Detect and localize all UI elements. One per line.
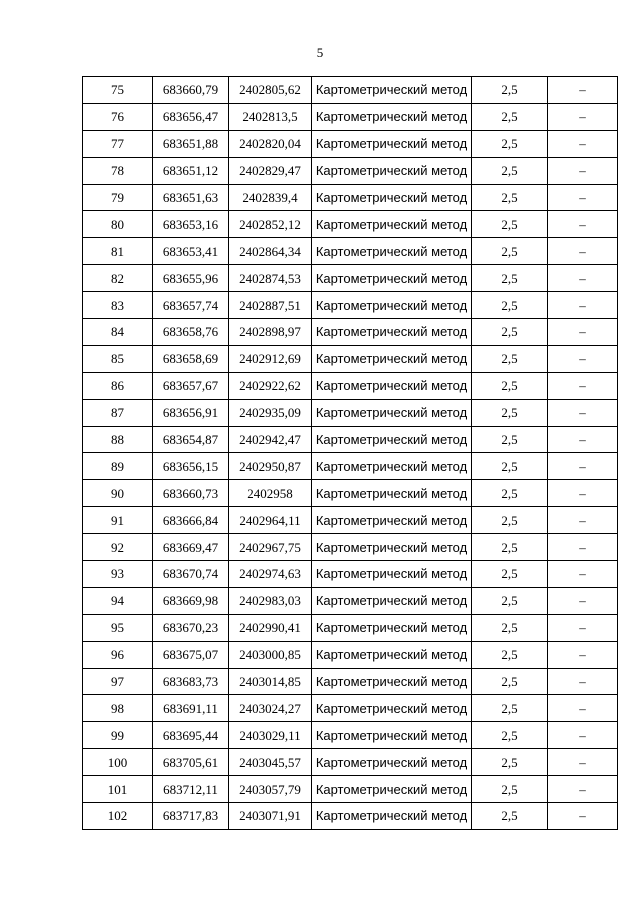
note-cell: – (548, 184, 618, 211)
method-cell: Картометрический метод (312, 292, 472, 319)
point-number-cell: 97 (83, 668, 153, 695)
point-number-cell: 77 (83, 130, 153, 157)
point-number-cell: 75 (83, 77, 153, 104)
method-cell: Картометрический метод (312, 614, 472, 641)
method-cell: Картометрический метод (312, 372, 472, 399)
method-cell: Картометрический метод (312, 426, 472, 453)
method-cell: Картометрический метод (312, 668, 472, 695)
accuracy-cell: 2,5 (472, 587, 548, 614)
y-coordinate-cell: 2402874,53 (229, 265, 312, 292)
table-row (83, 722, 618, 749)
y-coordinate-cell: 2402829,47 (229, 157, 312, 184)
x-coordinate-cell: 683666,84 (153, 507, 229, 534)
point-number-cell: 83 (83, 292, 153, 319)
method-cell: Картометрический метод (312, 749, 472, 776)
note-cell: – (548, 534, 618, 561)
accuracy-cell: 2,5 (472, 399, 548, 426)
method-cell: Картометрический метод (312, 211, 472, 238)
x-coordinate-cell: 683705,61 (153, 749, 229, 776)
table-row (83, 507, 618, 534)
table-row (83, 614, 618, 641)
note-cell: – (548, 238, 618, 265)
point-number-cell: 87 (83, 399, 153, 426)
table-row (83, 587, 618, 614)
x-coordinate-cell: 683669,98 (153, 587, 229, 614)
table-row (83, 776, 618, 803)
table-row (83, 426, 618, 453)
y-coordinate-cell: 2403024,27 (229, 695, 312, 722)
accuracy-cell: 2,5 (472, 614, 548, 641)
accuracy-cell: 2,5 (472, 211, 548, 238)
x-coordinate-cell: 683657,74 (153, 292, 229, 319)
x-coordinate-cell: 683654,87 (153, 426, 229, 453)
x-coordinate-cell: 683653,16 (153, 211, 229, 238)
table-row (83, 803, 618, 830)
x-coordinate-cell: 683656,91 (153, 399, 229, 426)
method-cell: Картометрический метод (312, 103, 472, 130)
table-row (83, 668, 618, 695)
method-cell: Картометрический метод (312, 130, 472, 157)
y-coordinate-cell: 2402864,34 (229, 238, 312, 265)
table-row (83, 292, 618, 319)
y-coordinate-cell: 2402912,69 (229, 345, 312, 372)
table-row (83, 319, 618, 346)
method-cell: Картометрический метод (312, 641, 472, 668)
method-cell: Картометрический метод (312, 238, 472, 265)
y-coordinate-cell: 2402935,09 (229, 399, 312, 426)
x-coordinate-cell: 683683,73 (153, 668, 229, 695)
x-coordinate-cell: 683653,41 (153, 238, 229, 265)
y-coordinate-cell: 2403045,57 (229, 749, 312, 776)
accuracy-cell: 2,5 (472, 319, 548, 346)
note-cell: – (548, 77, 618, 104)
note-cell: – (548, 614, 618, 641)
method-cell: Картометрический метод (312, 345, 472, 372)
method-cell: Картометрический метод (312, 803, 472, 830)
accuracy-cell: 2,5 (472, 292, 548, 319)
x-coordinate-cell: 683658,69 (153, 345, 229, 372)
point-number-cell: 96 (83, 641, 153, 668)
x-coordinate-cell: 683691,11 (153, 695, 229, 722)
accuracy-cell: 2,5 (472, 776, 548, 803)
note-cell: – (548, 345, 618, 372)
accuracy-cell: 2,5 (472, 668, 548, 695)
y-coordinate-cell: 2402820,04 (229, 130, 312, 157)
point-number-cell: 76 (83, 103, 153, 130)
method-cell: Картометрический метод (312, 399, 472, 426)
note-cell: – (548, 587, 618, 614)
point-number-cell: 102 (83, 803, 153, 830)
table-row (83, 238, 618, 265)
y-coordinate-cell: 2402974,63 (229, 561, 312, 588)
accuracy-cell: 2,5 (472, 426, 548, 453)
table-row (83, 749, 618, 776)
x-coordinate-cell: 683655,96 (153, 265, 229, 292)
y-coordinate-cell: 2402964,11 (229, 507, 312, 534)
table-row (83, 399, 618, 426)
method-cell: Картометрический метод (312, 695, 472, 722)
x-coordinate-cell: 683717,83 (153, 803, 229, 830)
accuracy-cell: 2,5 (472, 345, 548, 372)
point-number-cell: 94 (83, 587, 153, 614)
y-coordinate-cell: 2402839,4 (229, 184, 312, 211)
note-cell: – (548, 641, 618, 668)
note-cell: – (548, 668, 618, 695)
method-cell: Картометрический метод (312, 184, 472, 211)
note-cell: – (548, 561, 618, 588)
point-number-cell: 92 (83, 534, 153, 561)
method-cell: Картометрический метод (312, 157, 472, 184)
point-number-cell: 101 (83, 776, 153, 803)
point-number-cell: 86 (83, 372, 153, 399)
point-number-cell: 89 (83, 453, 153, 480)
accuracy-cell: 2,5 (472, 238, 548, 265)
table-row (83, 641, 618, 668)
method-cell: Картометрический метод (312, 77, 472, 104)
method-cell: Картометрический метод (312, 453, 472, 480)
accuracy-cell: 2,5 (472, 77, 548, 104)
y-coordinate-cell: 2402983,03 (229, 587, 312, 614)
table-row (83, 184, 618, 211)
table-row (83, 103, 618, 130)
note-cell: – (548, 103, 618, 130)
note-cell: – (548, 695, 618, 722)
accuracy-cell: 2,5 (472, 453, 548, 480)
table-row (83, 345, 618, 372)
table-row (83, 130, 618, 157)
table-row (83, 534, 618, 561)
accuracy-cell: 2,5 (472, 157, 548, 184)
method-cell: Картометрический метод (312, 534, 472, 561)
point-number-cell: 95 (83, 614, 153, 641)
accuracy-cell: 2,5 (472, 695, 548, 722)
table-row (83, 453, 618, 480)
note-cell: – (548, 776, 618, 803)
method-cell: Картометрический метод (312, 722, 472, 749)
coordinates-table (82, 76, 618, 830)
accuracy-cell: 2,5 (472, 561, 548, 588)
y-coordinate-cell: 2402942,47 (229, 426, 312, 453)
y-coordinate-cell: 2402922,62 (229, 372, 312, 399)
accuracy-cell: 2,5 (472, 722, 548, 749)
method-cell: Картометрический метод (312, 561, 472, 588)
table-row (83, 211, 618, 238)
page-number: 5 (316, 45, 324, 60)
point-number-cell: 88 (83, 426, 153, 453)
x-coordinate-cell: 683675,07 (153, 641, 229, 668)
x-coordinate-cell: 683669,47 (153, 534, 229, 561)
accuracy-cell: 2,5 (472, 507, 548, 534)
y-coordinate-cell: 2402805,62 (229, 77, 312, 104)
note-cell: – (548, 480, 618, 507)
y-coordinate-cell: 2402813,5 (229, 103, 312, 130)
accuracy-cell: 2,5 (472, 641, 548, 668)
note-cell: – (548, 319, 618, 346)
table-row (83, 695, 618, 722)
accuracy-cell: 2,5 (472, 103, 548, 130)
note-cell: – (548, 211, 618, 238)
x-coordinate-cell: 683657,67 (153, 372, 229, 399)
y-coordinate-cell: 2403014,85 (229, 668, 312, 695)
accuracy-cell: 2,5 (472, 480, 548, 507)
note-cell: – (548, 292, 618, 319)
point-number-cell: 82 (83, 265, 153, 292)
point-number-cell: 78 (83, 157, 153, 184)
point-number-cell: 84 (83, 319, 153, 346)
y-coordinate-cell: 2402887,51 (229, 292, 312, 319)
table-row (83, 77, 618, 104)
y-coordinate-cell: 2403057,79 (229, 776, 312, 803)
accuracy-cell: 2,5 (472, 749, 548, 776)
note-cell: – (548, 130, 618, 157)
y-coordinate-cell: 2403071,91 (229, 803, 312, 830)
y-coordinate-cell: 2402898,97 (229, 319, 312, 346)
x-coordinate-cell: 683712,11 (153, 776, 229, 803)
x-coordinate-cell: 683656,47 (153, 103, 229, 130)
note-cell: – (548, 749, 618, 776)
point-number-cell: 98 (83, 695, 153, 722)
point-number-cell: 85 (83, 345, 153, 372)
y-coordinate-cell: 2403029,11 (229, 722, 312, 749)
table-row (83, 480, 618, 507)
note-cell: – (548, 372, 618, 399)
method-cell: Картометрический метод (312, 507, 472, 534)
method-cell: Картометрический метод (312, 776, 472, 803)
method-cell: Картометрический метод (312, 480, 472, 507)
point-number-cell: 79 (83, 184, 153, 211)
x-coordinate-cell: 683651,88 (153, 130, 229, 157)
note-cell: – (548, 507, 618, 534)
y-coordinate-cell: 2402958 (229, 480, 312, 507)
note-cell: – (548, 157, 618, 184)
accuracy-cell: 2,5 (472, 130, 548, 157)
x-coordinate-cell: 683695,44 (153, 722, 229, 749)
method-cell: Картометрический метод (312, 587, 472, 614)
table-row (83, 157, 618, 184)
method-cell: Картометрический метод (312, 319, 472, 346)
point-number-cell: 90 (83, 480, 153, 507)
x-coordinate-cell: 683651,12 (153, 157, 229, 184)
accuracy-cell: 2,5 (472, 372, 548, 399)
note-cell: – (548, 265, 618, 292)
x-coordinate-cell: 683651,63 (153, 184, 229, 211)
x-coordinate-cell: 683658,76 (153, 319, 229, 346)
accuracy-cell: 2,5 (472, 184, 548, 211)
table-row (83, 372, 618, 399)
y-coordinate-cell: 2402852,12 (229, 211, 312, 238)
table-row (83, 265, 618, 292)
note-cell: – (548, 399, 618, 426)
point-number-cell: 100 (83, 749, 153, 776)
y-coordinate-cell: 2402967,75 (229, 534, 312, 561)
method-cell: Картометрический метод (312, 265, 472, 292)
x-coordinate-cell: 683670,74 (153, 561, 229, 588)
note-cell: – (548, 722, 618, 749)
point-number-cell: 99 (83, 722, 153, 749)
accuracy-cell: 2,5 (472, 803, 548, 830)
point-number-cell: 93 (83, 561, 153, 588)
accuracy-cell: 2,5 (472, 265, 548, 292)
table-body (83, 77, 618, 830)
x-coordinate-cell: 683656,15 (153, 453, 229, 480)
note-cell: – (548, 426, 618, 453)
y-coordinate-cell: 2402950,87 (229, 453, 312, 480)
point-number-cell: 91 (83, 507, 153, 534)
table-row (83, 561, 618, 588)
x-coordinate-cell: 683670,23 (153, 614, 229, 641)
accuracy-cell: 2,5 (472, 534, 548, 561)
point-number-cell: 80 (83, 211, 153, 238)
x-coordinate-cell: 683660,73 (153, 480, 229, 507)
y-coordinate-cell: 2402990,41 (229, 614, 312, 641)
y-coordinate-cell: 2403000,85 (229, 641, 312, 668)
note-cell: – (548, 803, 618, 830)
x-coordinate-cell: 683660,79 (153, 77, 229, 104)
point-number-cell: 81 (83, 238, 153, 265)
note-cell: – (548, 453, 618, 480)
